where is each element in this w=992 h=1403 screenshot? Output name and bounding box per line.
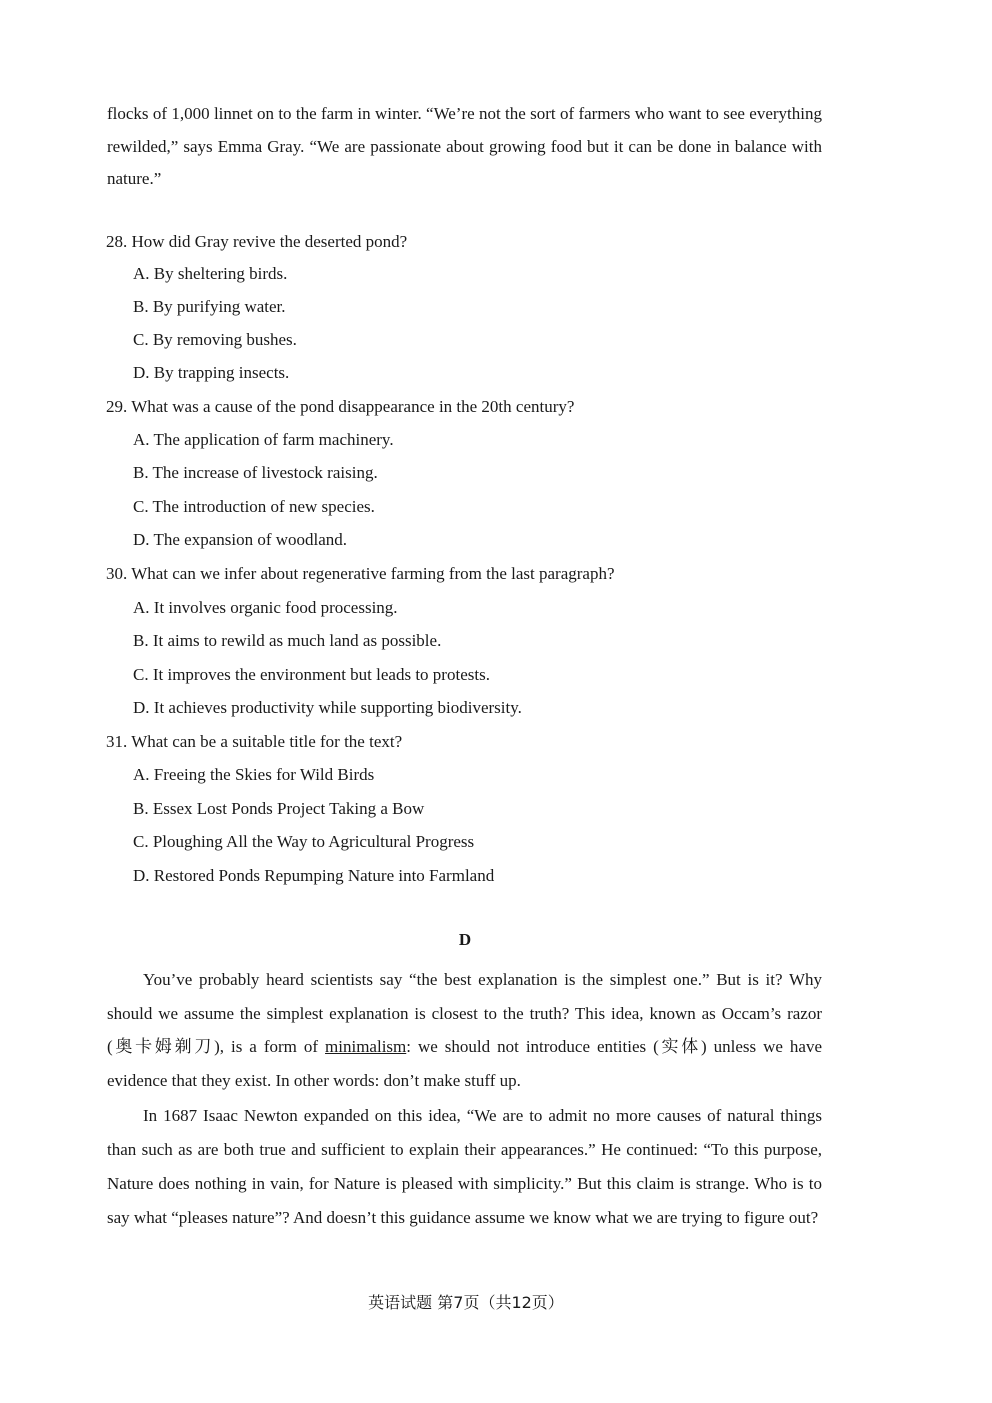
- question-28-option-c: C. By removing bushes.: [133, 330, 297, 349]
- question-29-stem: 29. What was a cause of the pond disappearance in the 20th century?: [106, 397, 575, 416]
- section-d-paragraph-2: In 1687 Isaac Newton expanded on this idea, “We are to admit no more causes of natural things than such as are both true and sufficient to explain their appearances.” He continued: “To this purpose, Nature does nothing in vain, for Nature is pleased with simplicity.” But this claim is strange. Who is to say what “pleases nature”? And doesn’t this guidance assume we know what we are trying to figure out?: [107, 1106, 822, 1227]
- passage-c-closing-paragraph: flocks of 1,000 linnet on to the farm in winter. “We’re not the sort of farmers who want to see everything rewilded,” says Emma Gray. “We are passionate about growing food but it can be done in balance with nature.”: [107, 104, 822, 188]
- underlined-word-minimalism: minimalism: [325, 1037, 407, 1056]
- question-28-stem: 28. How did Gray revive the deserted pond?: [106, 232, 408, 251]
- question-31-option-c: C. Ploughing All the Way to Agricultural Progress: [133, 832, 475, 851]
- question-30-option-a: A. It involves organic food processing.: [133, 598, 398, 617]
- question-31-option-b: B. Essex Lost Ponds Project Taking a Bow: [133, 799, 425, 818]
- section-d-p1-text-after: : we should not introduce entities (实体) unless we have evidence that they exist. In other words: don’t make stuff up.: [107, 1037, 823, 1090]
- question-31-option-d: D. Restored Ponds Repumping Nature into Farmland: [133, 866, 495, 885]
- page-footer: 英语试题 第7页（共12页）: [368, 1293, 564, 1312]
- question-30-option-b: B. It aims to rewild as much land as possible.: [133, 631, 442, 650]
- question-28-option-b: B. By purifying water.: [133, 297, 286, 316]
- section-d-title: D: [458, 930, 472, 949]
- question-29-option-b: B. The increase of livestock raising.: [133, 463, 378, 482]
- question-29-option-c: C. The introduction of new species.: [133, 497, 375, 516]
- question-30-stem: 30. What can we infer about regenerative farming from the last paragraph?: [106, 564, 615, 583]
- question-29-option-a: A. The application of farm machinery.: [133, 430, 394, 449]
- question-30-option-c: C. It improves the environment but leads to protests.: [133, 665, 490, 684]
- question-28-option-d: D. By trapping insects.: [133, 363, 290, 382]
- question-30-option-d: D. It achieves productivity while supporting biodiversity.: [133, 698, 522, 717]
- question-31-option-a: A. Freeing the Skies for Wild Birds: [133, 765, 375, 784]
- question-28-option-a: A. By sheltering birds.: [133, 264, 288, 283]
- question-29-option-d: D. The expansion of woodland.: [133, 530, 348, 549]
- question-31-stem: 31. What can be a suitable title for the text?: [106, 732, 403, 751]
- section-d-paragraph-1: [107, 963, 822, 1097]
- section-d-p1-text-before: You’ve probably heard scientists say “the best explanation is the simplest one.” But is it? Why should we assume the simplest explanation is closest to the truth? This idea, known as Occam’s razor (奥卡姆剃刀), is a form of: [107, 970, 822, 1056]
